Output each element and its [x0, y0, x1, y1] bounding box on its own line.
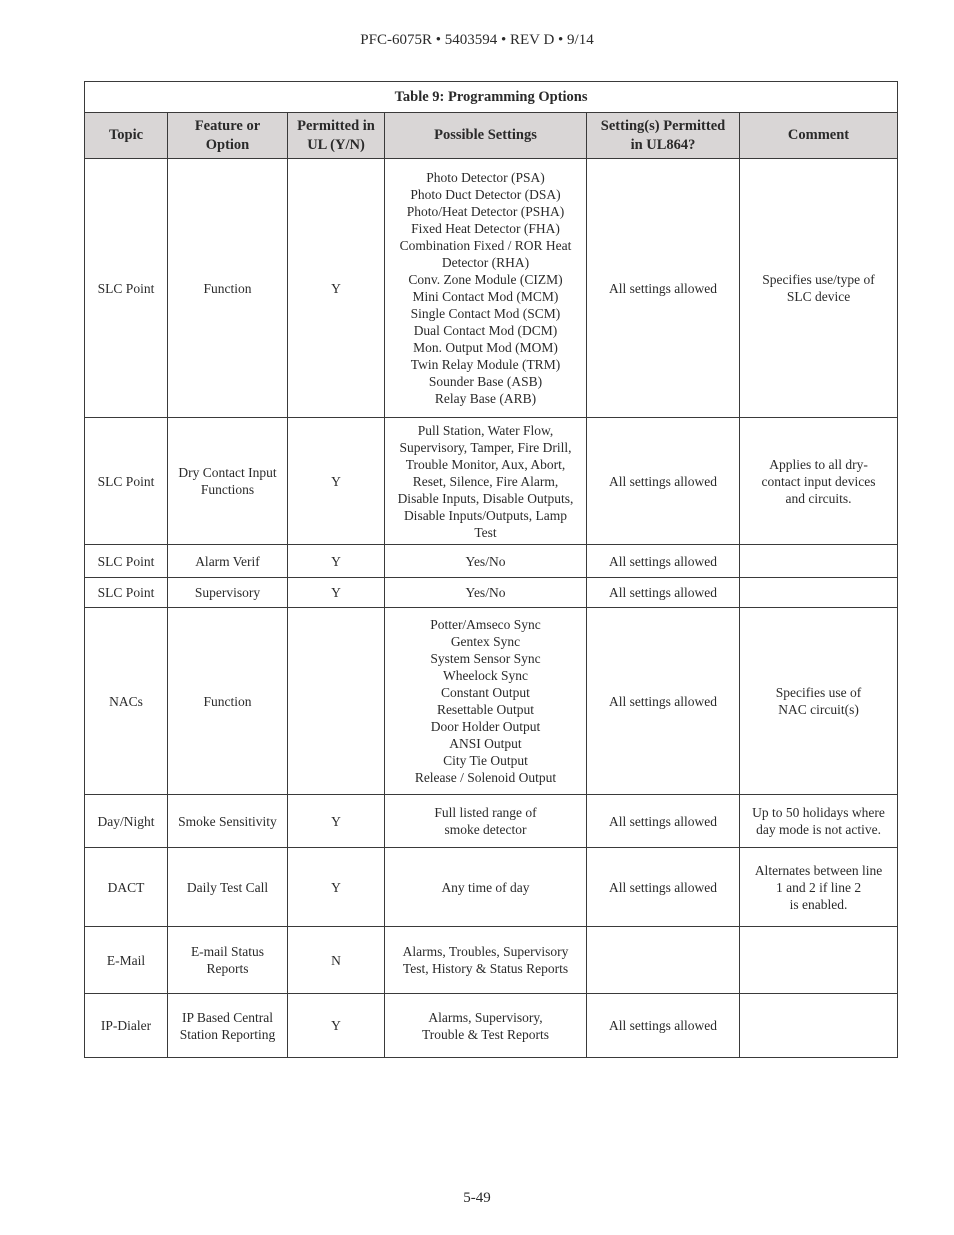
table-header-row	[85, 113, 898, 159]
cell-feature: Function	[168, 159, 288, 418]
setting-line: Wheelock Sync	[442, 668, 529, 683]
column-header-permitted-ul: Permitted in UL (Y/N)	[288, 113, 385, 159]
table-row	[85, 418, 898, 545]
cell-possible-settings	[385, 927, 587, 994]
cell-feature: Daily Test Call	[168, 848, 288, 927]
cell-feature: E-mail Status Reports	[168, 927, 288, 994]
comment-line: is enabled.	[789, 896, 848, 912]
cell-topic: SLC Point	[85, 545, 168, 578]
setting-line: Mini Contact Mod (MCM)	[412, 289, 559, 304]
cell-ul864: All settings allowed	[587, 545, 740, 578]
table-row	[85, 608, 898, 795]
cell-comment	[740, 418, 898, 545]
cell-comment	[740, 848, 898, 927]
cell-permitted-ul: Y	[288, 545, 385, 578]
setting-line: Twin Relay Module (TRM)	[410, 357, 561, 372]
cell-feature: Dry Contact Input Functions	[168, 418, 288, 545]
setting-line: Alarms, Supervisory,	[428, 1009, 543, 1025]
cell-possible-settings	[385, 848, 587, 927]
cell-comment	[740, 927, 898, 994]
cell-ul864: All settings allowed	[587, 994, 740, 1058]
setting-line: Disable Inputs, Disable Outputs,	[397, 490, 574, 506]
setting-line: Photo Duct Detector (DSA)	[410, 187, 561, 202]
cell-permitted-ul: Y	[288, 159, 385, 418]
cell-possible-settings	[385, 795, 587, 848]
programming-options-table	[84, 81, 898, 1058]
cell-possible-settings	[385, 994, 587, 1058]
cell-comment	[740, 795, 898, 848]
setting-line: Test, History & Status Reports	[402, 961, 569, 976]
setting-line: Constant Output	[441, 685, 530, 700]
cell-comment	[740, 159, 898, 418]
comment-line: and circuits.	[785, 490, 852, 506]
comment-line: day mode is not active.	[756, 822, 881, 837]
comment-line: Up to 50 holidays where	[752, 805, 885, 820]
setting-line: Trouble & Test Reports	[422, 1026, 549, 1042]
setting-line: Combination Fixed / ROR Heat	[399, 238, 572, 253]
table-row	[85, 994, 898, 1058]
setting-line: Door Holder Output	[430, 719, 541, 734]
cell-topic: SLC Point	[85, 159, 168, 418]
cell-permitted-ul: Y	[288, 578, 385, 608]
cell-topic: Day/Night	[85, 795, 168, 848]
setting-line: Alarms, Troubles, Supervisory	[402, 944, 569, 959]
cell-possible-settings	[385, 608, 587, 795]
setting-line: Resettable Output	[436, 702, 535, 717]
cell-ul864	[587, 927, 740, 994]
setting-line: Pull Station, Water Flow,	[417, 422, 554, 438]
comment-line: NAC circuit(s)	[778, 702, 859, 717]
table-row	[85, 795, 898, 848]
cell-possible-settings	[385, 418, 587, 545]
table-caption: Table 9: Programming Options	[85, 82, 898, 113]
setting-line: Supervisory, Tamper, Fire Drill,	[399, 439, 572, 455]
setting-line: Full listed range of	[434, 805, 537, 820]
comment-line: Specifies use/type of	[762, 272, 875, 287]
cell-ul864: All settings allowed	[587, 159, 740, 418]
comment-line: Alternates between line	[754, 862, 883, 878]
setting-line: Potter/Amseco Sync	[430, 617, 541, 632]
column-header-topic: Topic	[85, 113, 168, 159]
cell-feature: Function	[168, 608, 288, 795]
setting-line: Dual Contact Mod (DCM)	[413, 323, 558, 338]
setting-line: Disable Inputs/Outputs, Lamp	[403, 507, 568, 523]
setting-line: Release / Solenoid Output	[414, 770, 557, 785]
comment-line: 1 and 2 if line 2	[775, 879, 862, 895]
cell-permitted-ul: Y	[288, 418, 385, 545]
comment-line: SLC device	[786, 289, 851, 304]
cell-permitted-ul: Y	[288, 795, 385, 848]
cell-feature: Alarm Verif	[168, 545, 288, 578]
setting-line: Fixed Heat Detector (FHA)	[411, 221, 560, 236]
cell-ul864: All settings allowed	[587, 578, 740, 608]
setting-line: Yes/No	[465, 553, 506, 569]
cell-possible-settings	[385, 545, 587, 578]
setting-line: Mon. Output Mod (MOM)	[413, 340, 558, 355]
cell-possible-settings	[385, 159, 587, 418]
cell-feature: Smoke Sensitivity	[168, 795, 288, 848]
setting-line: Any time of day	[441, 879, 530, 895]
cell-possible-settings	[385, 578, 587, 608]
cell-topic: SLC Point	[85, 418, 168, 545]
cell-comment	[740, 545, 898, 578]
setting-line: Reset, Silence, Fire Alarm,	[412, 473, 559, 489]
setting-line: Trouble Monitor, Aux, Abort,	[405, 456, 566, 472]
cell-topic: IP-Dialer	[85, 994, 168, 1058]
document-header: PFC-6075R • 5403594 • REV D • 9/14	[360, 32, 594, 48]
cell-comment	[740, 994, 898, 1058]
column-header-comment: Comment	[740, 113, 898, 159]
setting-line: Photo Detector (PSA)	[426, 170, 545, 185]
setting-line: smoke detector	[444, 822, 527, 837]
column-header-feature: Feature or Option	[168, 113, 288, 159]
cell-permitted-ul: Y	[288, 848, 385, 927]
cell-ul864: All settings allowed	[587, 848, 740, 927]
setting-line: Photo/Heat Detector (PSHA)	[406, 204, 565, 219]
cell-topic: DACT	[85, 848, 168, 927]
setting-line: Gentex Sync	[450, 634, 521, 649]
column-header-possible-settings: Possible Settings	[385, 113, 587, 159]
setting-line: Yes/No	[465, 585, 506, 600]
cell-topic: SLC Point	[85, 578, 168, 608]
cell-permitted-ul: Y	[288, 994, 385, 1058]
table-row	[85, 927, 898, 994]
cell-topic: NACs	[85, 608, 168, 795]
setting-line: Single Contact Mod (SCM)	[410, 306, 561, 321]
cell-ul864: All settings allowed	[587, 795, 740, 848]
cell-topic: E-Mail	[85, 927, 168, 994]
cell-permitted-ul: N	[288, 927, 385, 994]
table-row	[85, 545, 898, 578]
cell-feature: IP Based Central Station Reporting	[168, 994, 288, 1058]
setting-line: ANSI Output	[449, 736, 522, 751]
setting-line: Test	[474, 524, 497, 540]
cell-ul864: All settings allowed	[587, 418, 740, 545]
cell-feature: Supervisory	[168, 578, 288, 608]
table-row	[85, 578, 898, 608]
setting-line: Detector (RHA)	[441, 255, 530, 270]
cell-comment	[740, 578, 898, 608]
comment-line: contact input devices	[761, 473, 876, 489]
setting-line: Sounder Base (ASB)	[428, 374, 543, 389]
setting-line: City Tie Output	[443, 753, 528, 768]
page-number: 5-49	[463, 1190, 491, 1206]
setting-line: Conv. Zone Module (CIZM)	[408, 272, 563, 287]
table-body	[85, 159, 898, 1058]
cell-comment	[740, 608, 898, 795]
cell-permitted-ul	[288, 608, 385, 795]
comment-line: Specifies use of	[775, 685, 862, 700]
cell-ul864: All settings allowed	[587, 608, 740, 795]
column-header-ul864-settings: Setting(s) Permitted in UL864?	[587, 113, 740, 159]
table-row	[85, 159, 898, 418]
setting-line: System Sensor Sync	[430, 651, 541, 666]
comment-line: Applies to all dry-	[769, 456, 868, 472]
table-row	[85, 848, 898, 927]
setting-line: Relay Base (ARB)	[434, 391, 537, 406]
